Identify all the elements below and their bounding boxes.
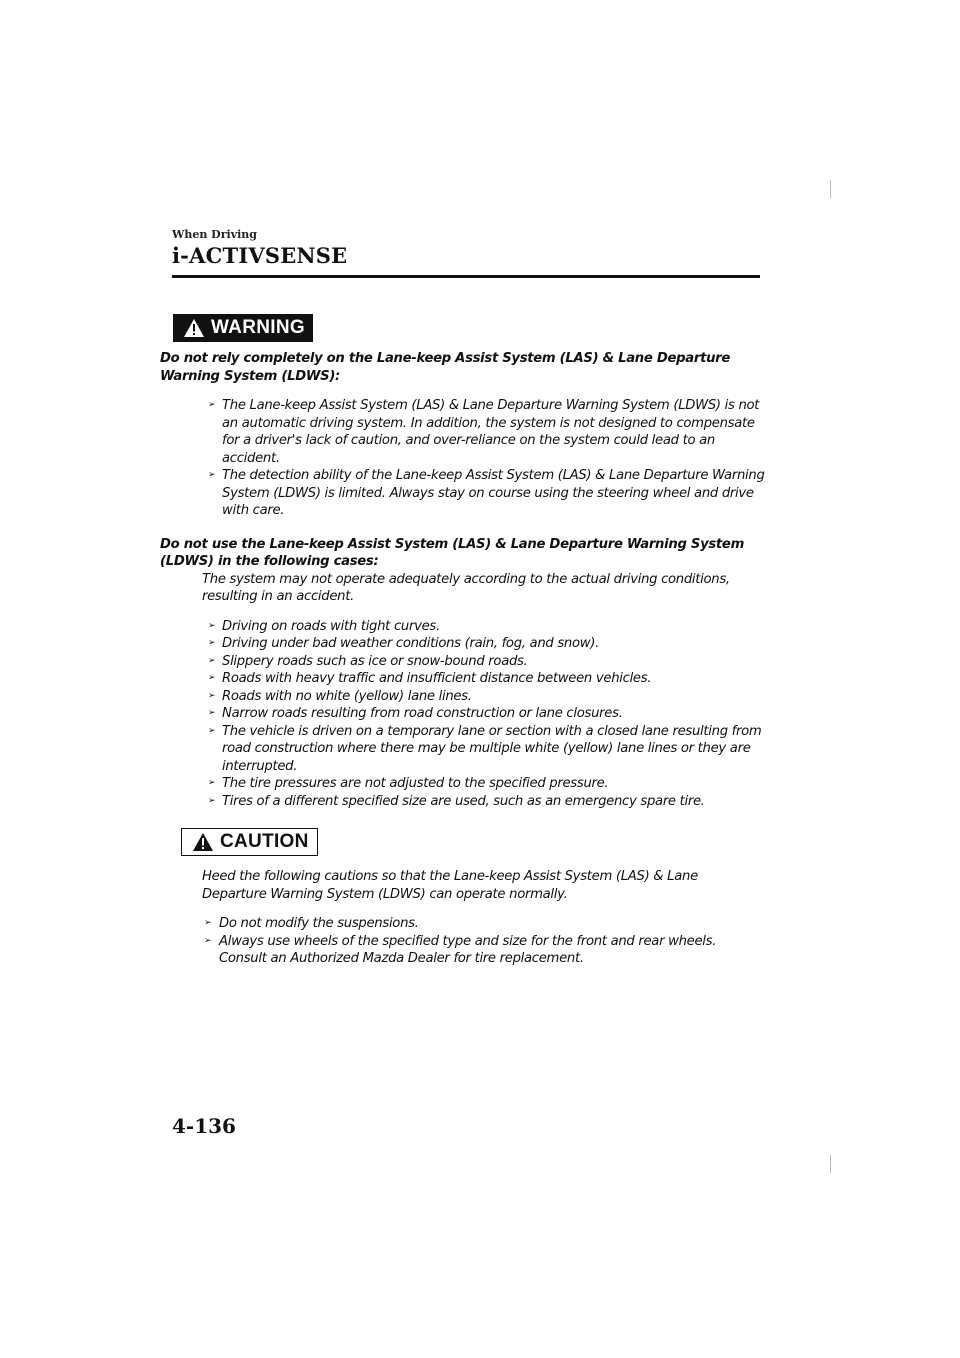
list-item-text: Do not modify the suspensions. [219, 916, 419, 931]
arrowhead-bullet-icon: ➢ [208, 655, 216, 666]
caution-badge [181, 828, 318, 856]
list-item [160, 933, 765, 968]
arrowhead-bullet-icon: ➢ [208, 470, 216, 480]
arrowhead-bullet-icon: ➢ [208, 673, 216, 683]
list-item [160, 915, 765, 933]
list-item-text: Narrow roads resulting from road construction or lane closures. [222, 706, 623, 721]
page-number: 4-136 [172, 1114, 236, 1138]
list-item-text: Driving on roads with tight curves. [222, 618, 440, 634]
caution-triangle-icon [192, 832, 214, 852]
crop-mark-top [830, 180, 831, 198]
list-item [160, 793, 765, 811]
page-header [172, 228, 760, 268]
list-item [160, 723, 765, 776]
warning-heading-reliance: Do not rely completely on the Lane-keep Assist System (LAS) & Lane Departure Warning System (LDWS): [160, 351, 731, 384]
crop-mark-bottom [830, 1155, 831, 1173]
list-item [160, 635, 765, 653]
list-item [160, 467, 765, 520]
caution-body: Heed the following cautions so that the Lane-keep Assist System (LAS) & Lane Departure Warning System (LDWS) can operate normally. [202, 869, 698, 902]
cases-bullet-list [160, 618, 765, 811]
warning-heading-cases: Do not use the Lane-keep Assist System (LAS) & Lane Departure Warning System (LDWS) in the following cases: [160, 536, 745, 569]
warning-triangle-icon [183, 318, 205, 338]
list-item [160, 705, 765, 723]
arrowhead-bullet-icon: ➢ [208, 778, 216, 788]
header-rule [172, 275, 760, 278]
list-item-text: Roads with heavy traffic and insufficient distance between vehicles. [222, 671, 652, 686]
list-item [160, 670, 765, 688]
page-content [160, 314, 765, 968]
arrowhead-bullet-icon: ➢ [208, 795, 216, 806]
list-item-text: Roads with no white (yellow) lane lines. [222, 688, 472, 704]
list-item-text: The vehicle is driven on a temporary lane or section with a closed lane resulting from road construction where there may be multiple white (yellow) lane lines or they are interrupted. [222, 723, 762, 774]
reliance-bullet-list [160, 397, 765, 520]
arrowhead-bullet-icon: ➢ [208, 400, 216, 410]
list-item-text: The tire pressures are not adjusted to the specified pressure. [222, 776, 609, 791]
arrowhead-bullet-icon: ➢ [208, 725, 216, 736]
list-item [160, 397, 765, 467]
list-item [160, 653, 765, 671]
warning-cases-body: The system may not operate adequately according to the actual driving conditions, resulting in an accident. [202, 571, 730, 604]
list-item-text: The Lane-keep Assist System (LAS) & Lane Departure Warning System (LDWS) is not an automatic driving system. In addition, the system is not designed to compensate for a driver's lack of caution, and over-reliance on the system could lead to an accident. [222, 398, 760, 466]
section-label: When Driving [172, 228, 257, 241]
caution-bullet-list [160, 915, 765, 968]
caution-label: CAUTION [220, 831, 309, 852]
list-item-text: Always use wheels of the specified type and size for the front and rear wheels. Consult an Authorized Mazda Dealer for tire replacement. [219, 933, 717, 966]
list-item-text: Driving under bad weather conditions (rain, fog, and snow). [222, 636, 599, 651]
list-item-text: Slippery roads such as ice or snow-bound roads. [222, 653, 528, 669]
arrowhead-bullet-icon: ➢ [208, 620, 216, 631]
list-item-text: Tires of a different specified size are used, such as an emergency spare tire. [222, 793, 705, 809]
arrowhead-bullet-icon: ➢ [204, 935, 212, 946]
arrowhead-bullet-icon: ➢ [204, 918, 212, 928]
chapter-title: i-ACTIVSENSE [172, 243, 348, 268]
list-item-text: The detection ability of the Lane-keep Assist System (LAS) & Lane Departure Warning System (LDWS) is limited. Always stay on course using the steering wheel and drive with care. [222, 468, 765, 518]
arrowhead-bullet-icon: ➢ [208, 638, 216, 648]
arrowhead-bullet-icon: ➢ [208, 708, 216, 718]
list-item [160, 688, 765, 706]
arrowhead-bullet-icon: ➢ [208, 690, 216, 701]
warning-label: WARNING [211, 317, 305, 338]
list-item [160, 618, 765, 636]
list-item [160, 775, 765, 793]
warning-badge [173, 314, 313, 342]
